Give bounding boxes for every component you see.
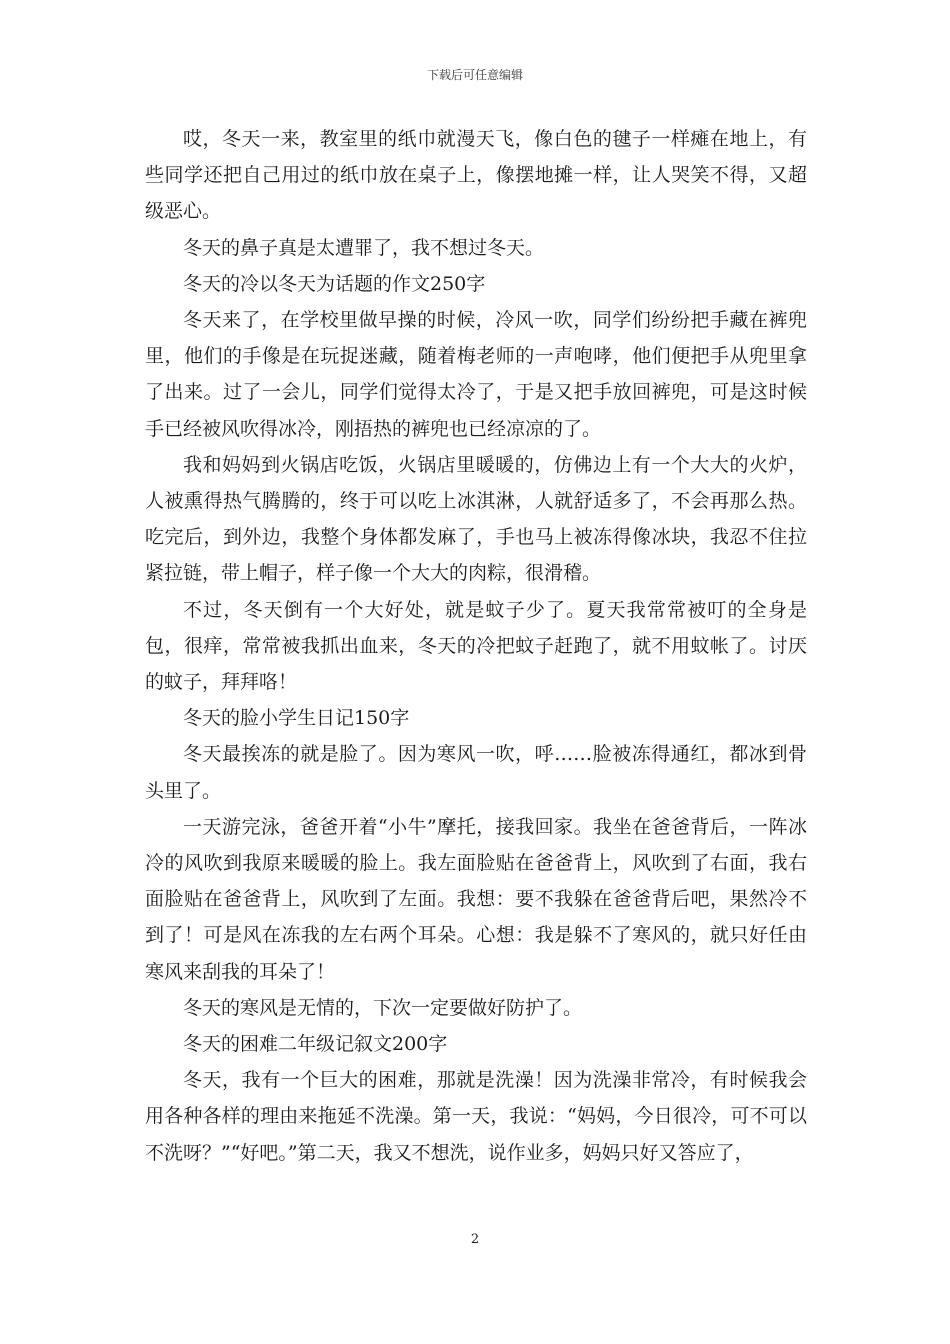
paragraph: 冬天，我有一个巨大的困难，那就是洗澡！因为洗澡非常冷，有时候我会用各种各样的理由来拖延不洗澡。第一天，我说：“妈妈，今日很冷，可不可以不洗呀？”“好吧。”第二天，我又不想洗，说作业多，妈妈只好又答应了， xyxy=(145,1069,807,1164)
section-title: 冬天的冷以冬天为话题的作文250字 xyxy=(183,272,486,295)
paragraph: 我和妈妈到火锅店吃饭，火锅店里暖暖的，仿佛边上有一个大大的火炉，人被熏得热气腾腾的，终于可以吃上冰淇淋，人就舒适多了，不会再那么热。吃完后，到外边，我整个身体都发麻了，手也马上被冻得像冰块，我忍不住拉紧拉链，带上帽子，样子像一个大大的肉粽，很滑稽。 xyxy=(145,453,807,585)
paragraph: 冬天最挨冻的就是脸了。因为寒风一吹，呼……脸被冻得通红，都冰到骨头里了。 xyxy=(145,743,807,802)
paragraph: 冬天的鼻子真是太遭罪了，我不想过冬天。 xyxy=(183,236,545,259)
section-title: 冬天的脸小学生日记150字 xyxy=(183,707,410,730)
page-header: 下载后可任意编辑 xyxy=(426,68,523,82)
section-title: 冬天的困难二年级记叙文200字 xyxy=(183,1033,448,1056)
paragraph: 冬天的寒风是无情的，下次一定要做好防护了。 xyxy=(183,996,583,1019)
paragraph: 一天游完泳，爸爸开着“小牛”摩托，接我回家。我坐在爸爸背后，一阵冰冷的风吹到我原来暖暖的脸上。我左面脸贴在爸爸背上，风吹到了右面，我右面脸贴在爸爸背上，风吹到了左面。我想：要不我躲在爸爸背后吧，果然冷不到了！可是风在冻我的左右两个耳朵。心想：我是躲不了寒风的，就只好任由寒风来刮我的耳朵了！ xyxy=(145,815,807,983)
paragraph: 哎，冬天一来，教室里的纸巾就漫天飞，像白色的毽子一样瘫在地上，有些同学还把自己用过的纸巾放在桌子上，像摆地摊一样，让人哭笑不得，又超级恶心。 xyxy=(145,128,807,223)
document-body xyxy=(145,121,807,1171)
paragraph: 冬天来了，在学校里做早操的时候，冷风一吹，同学们纷纷把手藏在裤兜里，他们的手像是在玩捉迷藏，随着梅老师的一声咆哮，他们便把手从兜里拿了出来。过了一会儿，同学们觉得太冷了，于是又把手放回裤兜，可是这时候手已经被风吹得冰冷，刚捂热的裤兜也已经凉凉的了。 xyxy=(145,309,807,440)
paragraph: 不过，冬天倒有一个大好处，就是蚊子少了。夏天我常常被叮的全身是包，很痒，常常被我抓出血来，冬天的冷把蚊子赶跑了，就不用蚊帐了。讨厌的蚊子，拜拜咯！ xyxy=(145,598,807,694)
page-number: 2 xyxy=(470,1232,480,1247)
